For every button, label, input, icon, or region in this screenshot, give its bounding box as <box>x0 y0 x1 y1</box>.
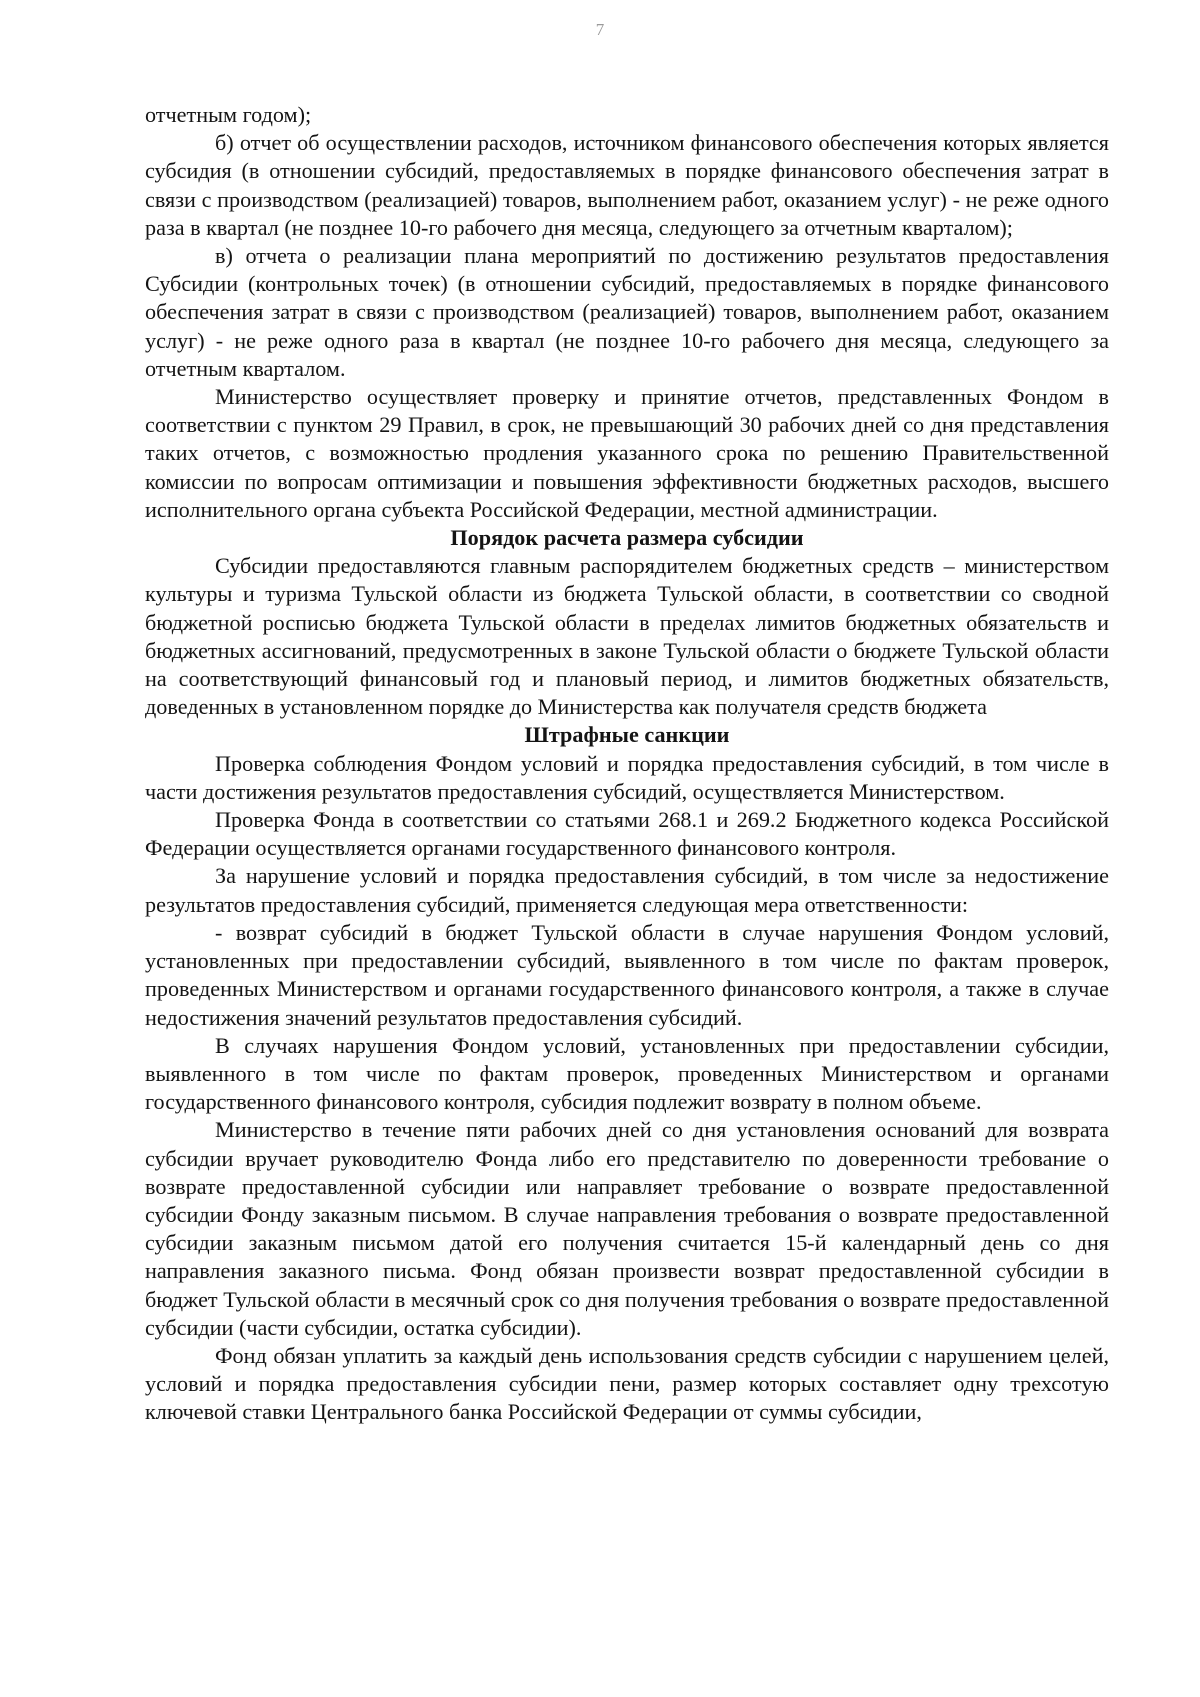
paragraph-full-refund: В случаях нарушения Фондом условий, установленных при предоставлении субсидии, выявленного в том числе по фактам проверок, проведенных Министерством и органами государственного финансового контроля, субсидия подлежит возврату в полном объеме. <box>145 1032 1109 1115</box>
paragraph-subsidy-provision: Субсидии предоставляются главным распорядителем бюджетных средств – министерством культуры и туризма Тульской области из бюджета Тульской области, в соответствии со сводной бюджетной росписью бюджета Тульской области в пределах лимитов бюджетных обязательств и бюджетных ассигнований, предусмотренных в законе Тульской области о бюджете Тульской области на соответствующий финансовый год и плановый период, и лимитов бюджетных обязательств, доведенных в установленном порядке до Министерства как получателя средств бюджета <box>145 553 1109 720</box>
paragraph-refund-list-item: - возврат субсидий в бюджет Тульской области в случае нарушения Фондом условий, установленных при предоставлении субсидий, выявленного в том числе по фактам проверок, проведенных Министерством и органами государственного финансового контроля, а также в случае недостижения значений результатов предоставления субсидий. <box>145 919 1109 1030</box>
paragraph-compliance-check: Проверка соблюдения Фондом условий и порядка предоставления субсидий, в том числе в части достижения результатов предоставления субсидий, осуществляется Министерством. <box>145 750 1109 804</box>
paragraph-responsibility: За нарушение условий и порядка предоставления субсидий, в том числе за недостижение результатов предоставления субсидий, применяется следующая мера ответственности: <box>145 863 1109 917</box>
paragraph-refund-procedure: Министерство в течение пяти рабочих дней со дня установления оснований для возврата субсидии вручает руководителю Фонда либо его представителю по доверенности требование о возврате предоставленной субсидии или направляет требование о возврате предоставленной субсидии Фонду заказным письмом. В случае направления требования о возврате предоставленной субсидии заказным письмом датой его получения считается 15-й календарный день со дня направления заказного письма. Фонд обязан произвести возврат предоставленной субсидии в бюджет Тульской области в месячный срок со дня получения требования о возврате предоставленной субсидии (части субсидии, остатка субсидии). <box>145 1117 1109 1340</box>
section-heading-subsidy-calculation: Порядок расчета размера субсидии <box>450 525 804 551</box>
paragraph-penalty-fees: Фонд обязан уплатить за каждый день использования средств субсидии с нарушением целей, условий и порядка предоставления субсидии пени, размер которых составляет одну трехсотую ключевой ставки Центрального банка Российской Федерации от суммы субсидии, <box>145 1342 1109 1425</box>
page-number: 7 <box>595 20 605 39</box>
paragraph-continuation: отчетным годом); <box>145 102 312 127</box>
paragraph-ministry-check: Министерство осуществляет проверку и принятие отчетов, представленных Фондом в соответствии с пунктом 29 Правил, в срок, не превышающий 30 рабочих дней со дня представления таких отчетов, с возможностью продления указанного срока по решению Правительственной комиссии по вопросам оптимизации и повышения эффективности бюджетных расходов, высшего исполнительного органа субъекта Российской Федерации, местной администрации. <box>145 384 1109 522</box>
paragraph-report-plan: в) отчета о реализации плана мероприятий по достижению результатов предоставления Субсидии (контрольных точек) (в отношении субсидий, предоставляемых в порядке финансового обеспечения затрат в связи с производством (реализацией) товаров, выполнением работ, оказанием услуг) - не реже одного раза в квартал (не позднее 10-го рабочего дня месяца, следующего за отчетным кварталом. <box>145 243 1109 381</box>
paragraph-report-expenses: б) отчет об осуществлении расходов, источником финансового обеспечения которых является субсидия (в отношении субсидий, предоставляемых в порядке финансового обеспечения затрат в связи с производством (реализацией) товаров, выполнением работ, оказанием услуг) - не реже одного раза в квартал (не позднее 10-го рабочего дня месяца, следующего за отчетным кварталом); <box>145 130 1109 240</box>
section-heading-penalties: Штрафные санкции <box>524 722 730 748</box>
document-body <box>145 101 1109 1427</box>
paragraph-fund-audit: Проверка Фонда в соответствии со статьями 268.1 и 269.2 Бюджетного кодекса Российской Федерации осуществляется органами государственного финансового контроля. <box>145 807 1109 861</box>
